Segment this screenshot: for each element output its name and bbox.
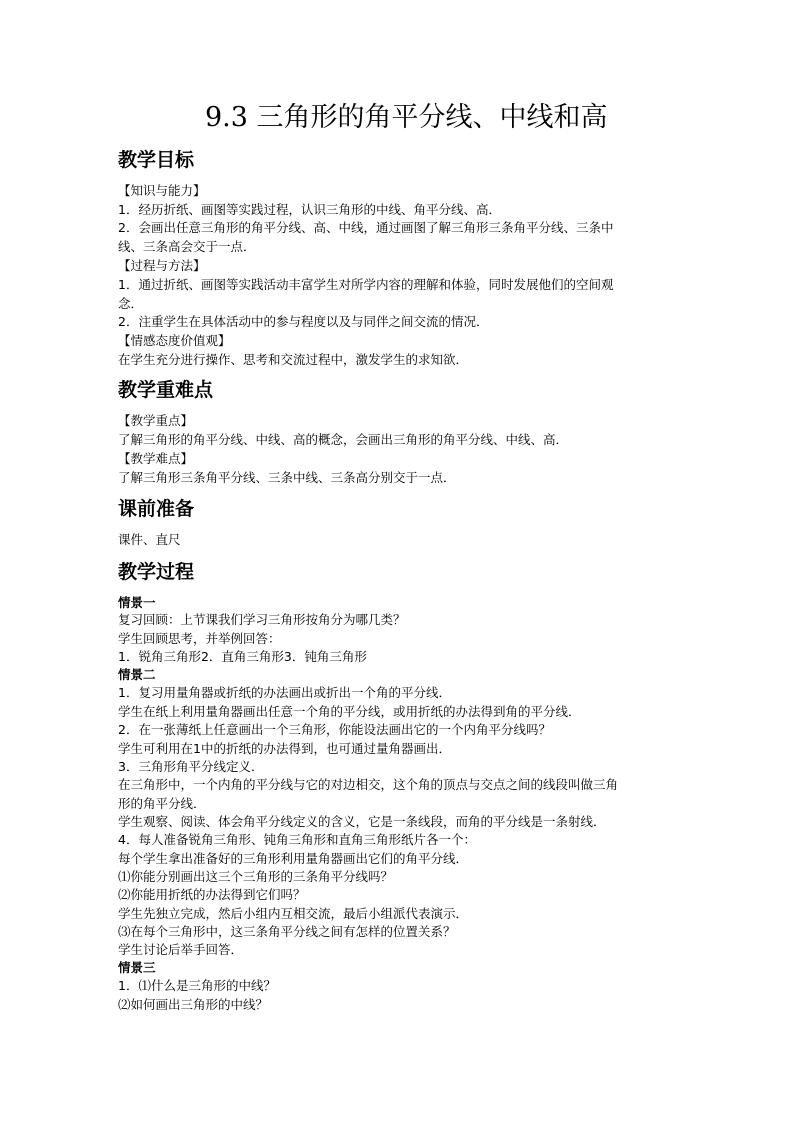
text-line: 1．经历折纸、画图等实践过程，认识三角形的中线、角平分线、高． — [118, 202, 501, 217]
text-line: 2．注重学生在具体活动中的参与程度以及与同伴之间交流的情况． — [118, 314, 489, 329]
text-line: 1．复习用量角器或折纸的办法画出或折出一个角的平分线． — [118, 685, 451, 700]
text-line: 学生先独立完成，然后小组内互相交流，最后小组派代表演示． — [118, 906, 469, 921]
text-line: 学生在纸上利用量角器画出任意一个角的平分线，或用折纸的办法得到角的平分线． — [118, 704, 581, 719]
text-line: ⑴你能分别画出这三个三角形的三条角平分线吗？ — [118, 869, 394, 884]
scene-label: 情景一 — [118, 595, 156, 610]
text-line: 【知识与能力】 — [118, 183, 206, 198]
section-heading-key-points: 教学重难点 — [118, 379, 214, 401]
text-line: 1．⑴什么是三角形的中线？ — [118, 978, 276, 993]
text-line: 了解三角形的角平分线、中线、高的概念，会画出三角形的角平分线、中线、高． — [118, 432, 569, 447]
text-line: 学生可利用在1中的折纸的办法得到，也可通过量角器画出． — [118, 741, 451, 756]
text-line: 了解三角形三条角平分线、三条中线、三条高分别交于一点． — [118, 470, 456, 485]
text-line: 学生回顾思考，并举例回答： — [118, 631, 281, 646]
text-line: 4．每人准备锐角三角形、钝角三角形和直角三角形纸片各一个： — [118, 832, 476, 847]
text-line: 3．三角形角平分线定义． — [118, 759, 264, 774]
text-line: 每个学生拿出准备好的三角形利用量角器画出它们的角平分线． — [118, 851, 469, 866]
scene-label: 情景二 — [118, 667, 156, 682]
text-line: ⑵你能用折纸的办法得到它们吗？ — [118, 887, 306, 902]
text-line: 线、三条高会交于一点． — [118, 239, 256, 254]
text-line: 【情感态度价值观】 — [118, 333, 231, 348]
text-line: 【教学难点】 — [118, 451, 194, 466]
text-line: 在学生充分进行操作、思考和交流过程中，激发学生的求知欲． — [118, 352, 469, 367]
text-line: 【过程与方法】 — [118, 258, 206, 273]
text-line: ⑵如何画出三角形的中线？ — [118, 997, 269, 1012]
text-line: 学生讨论后举手回答． — [118, 942, 244, 957]
section-heading-process: 教学过程 — [118, 561, 195, 583]
text-line: 2．在一张薄纸上任意画出一个三角形，你能设法画出它的一个内角平分线吗？ — [118, 722, 551, 737]
text-line: 课件、直尺 — [118, 532, 181, 547]
text-line: 在三角形中，一个内角的平分线与它的对边相交，这个角的顶点与交点之间的线段叫做三角 — [118, 777, 619, 792]
section-heading-preparation: 课前准备 — [118, 498, 195, 520]
scene-label: 情景三 — [118, 960, 156, 975]
text-line: 形的角平分线． — [118, 796, 206, 811]
text-line: 1．通过折纸、画图等实践活动丰富学生对所学内容的理解和体验，同时发展他们的空间观 — [118, 277, 614, 292]
text-line: 学生观察、阅读、体会角平分线定义的含义，它是一条线段，而角的平分线是一条射线． — [118, 814, 606, 829]
section-heading-goals: 教学目标 — [118, 149, 195, 171]
text-line: ⑶在每个三角形中，这三条角平分线之间有怎样的位置关系？ — [118, 924, 456, 939]
text-line: 念． — [118, 296, 144, 311]
text-line: 【教学重点】 — [118, 413, 194, 428]
text-line: 2．会画出任意三角形的角平分线、高、中线，通过画图了解三角形三条角平分线、三条中 — [118, 220, 614, 235]
document-title: 9.3 三角形的角平分线、中线和高 — [205, 102, 608, 133]
text-line: 1．锐角三角形2．直角三角形3．钝角三角形 — [118, 649, 367, 664]
text-line: 复习回顾：上节课我们学习三角形按角分为哪几类？ — [118, 612, 406, 627]
